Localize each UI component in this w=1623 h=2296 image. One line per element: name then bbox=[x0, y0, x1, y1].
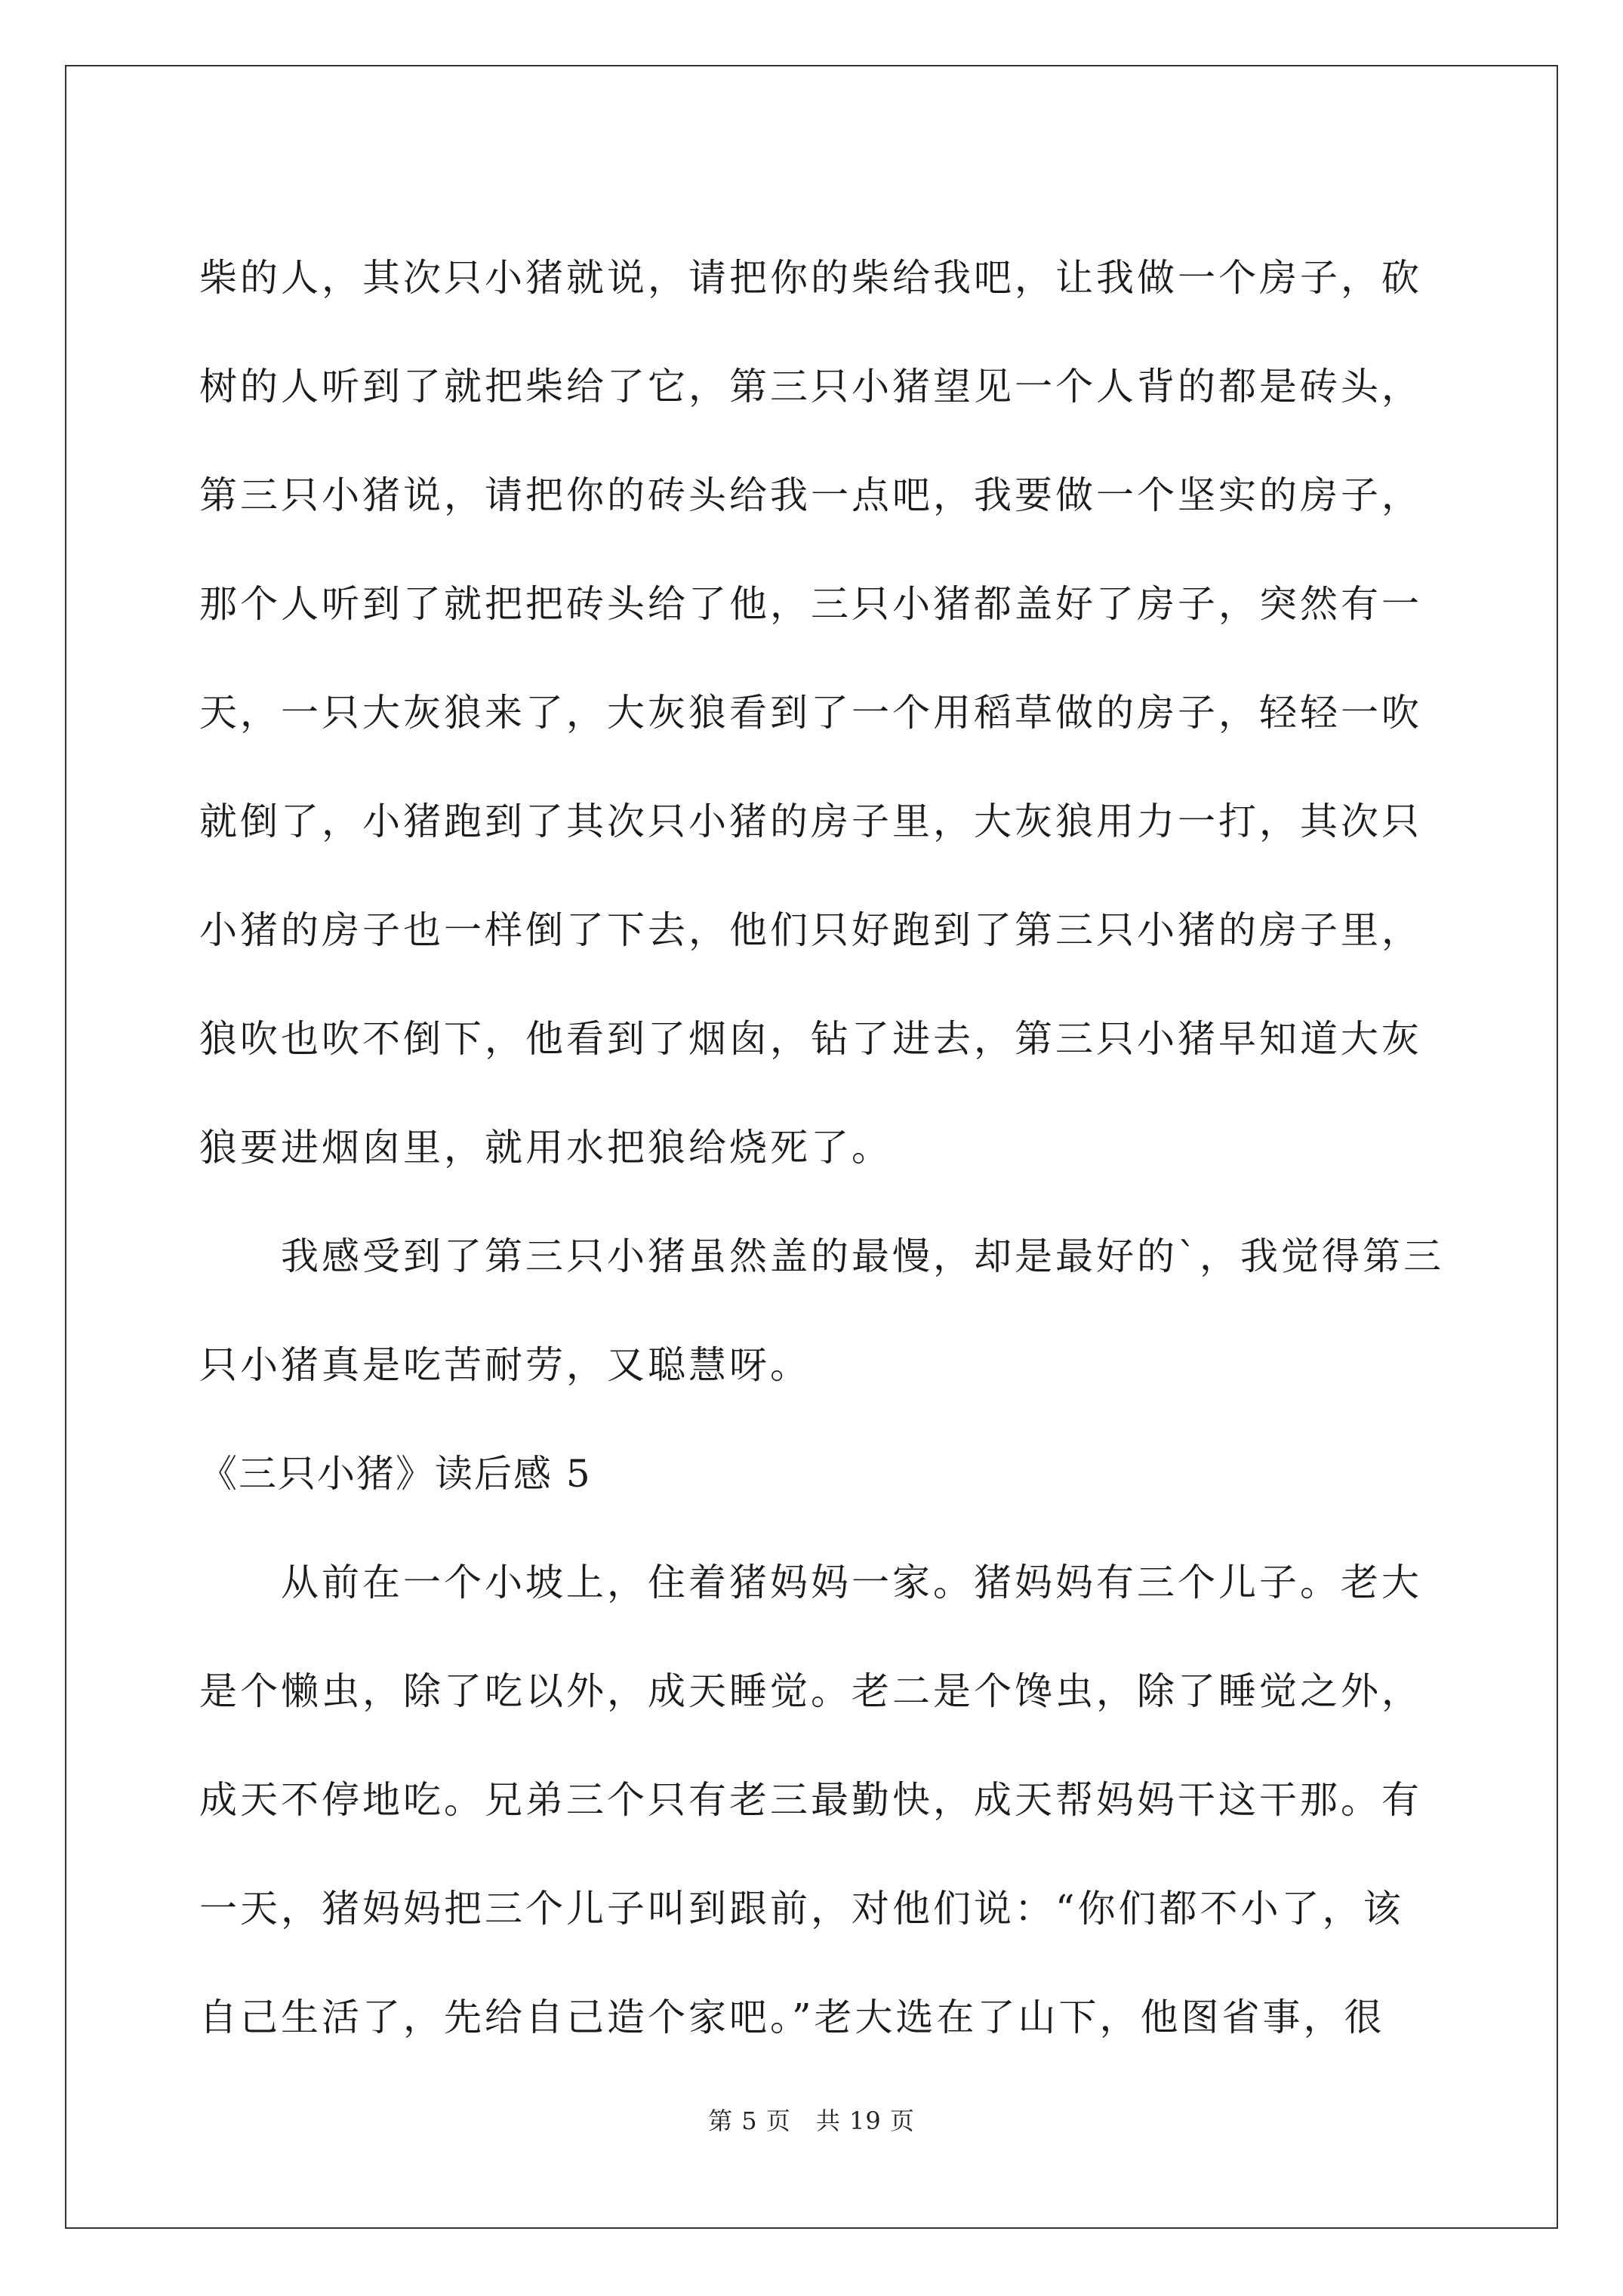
body-line: 树的人听到了就把柴给了它，第三只小猪望见一个人背的都是砖头， bbox=[199, 365, 1422, 408]
body-line: 从前在一个小坡上，住着猪妈妈一家。猪妈妈有三个儿子。老大 bbox=[199, 1561, 1422, 1604]
body-line: 一天，猪妈妈把三个儿子叫到跟前，对他们说：“你们都不小了，该 bbox=[199, 1887, 1404, 1931]
body-line: 就倒了，小猪跑到了其次只小猪的房子里，大灰狼用力一打，其次只 bbox=[199, 800, 1422, 843]
body-line: 小猪的房子也一样倒了下去，他们只好跑到了第三只小猪的房子里， bbox=[199, 908, 1422, 952]
body-line: 狼吹也吹不倒下，他看到了烟囱，钻了进去，第三只小猪早知道大灰 bbox=[199, 1017, 1422, 1061]
body-line: 自己生活了，先给自己造个家吧。”老大选在了山下，他图省事，很 bbox=[199, 1996, 1385, 2039]
body-line: 那个人听到了就把把砖头给了他，三只小猪都盖好了房子，突然有一 bbox=[199, 582, 1422, 626]
body-line: 是个懒虫，除了吃以外，成天睡觉。老二是个馋虫，除了睡觉之外， bbox=[199, 1669, 1422, 1713]
body-line: 我感受到了第三只小猪虽然盖的最慢，却是最好的`，我觉得第三 bbox=[199, 1234, 1444, 1278]
section-heading: 《三只小猪》读后感 5 bbox=[199, 1452, 592, 1496]
document-body bbox=[199, 223, 1444, 2072]
page-number-footer: 第 5 页 共 19 页 bbox=[708, 2106, 915, 2135]
body-line: 狼要进烟囱里，就用水把狼给烧死了。 bbox=[199, 1126, 892, 1170]
body-line: 第三只小猪说，请把你的砖头给我一点吧，我要做一个坚实的房子， bbox=[199, 473, 1422, 517]
body-line: 天，一只大灰狼来了，大灰狼看到了一个用稻草做的房子，轻轻一吹 bbox=[199, 691, 1422, 735]
body-line: 柴的人，其次只小猪就说，请把你的柴给我吧，让我做一个房子，砍 bbox=[199, 256, 1422, 300]
body-line: 成天不停地吃。兄弟三个只有老三最勤快，成天帮妈妈干这干那。有 bbox=[199, 1778, 1422, 1822]
body-line: 只小猪真是吃苦耐劳，又聪慧呀。 bbox=[199, 1343, 811, 1387]
